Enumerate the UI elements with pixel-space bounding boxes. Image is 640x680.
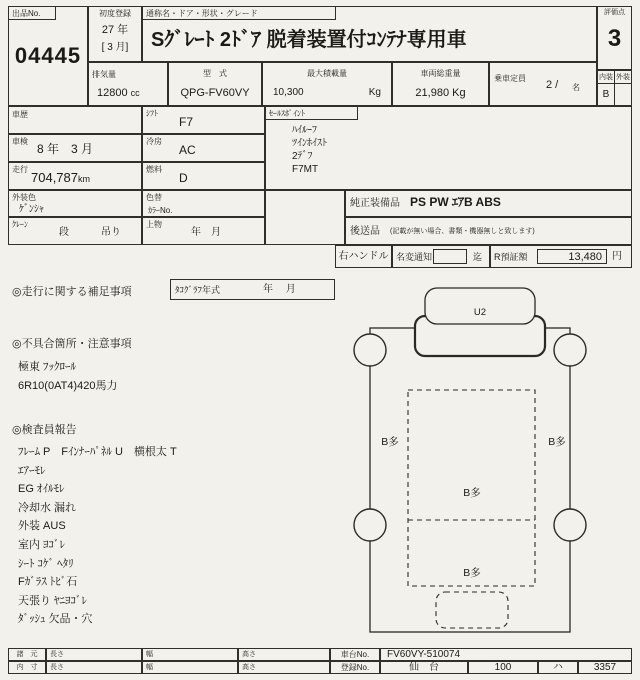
damage-mark-bottom: B多 (463, 567, 481, 579)
exterior-color-cell (8, 190, 142, 217)
inspection-cell (8, 134, 142, 162)
history-label: 車歴 (12, 110, 28, 119)
color-change-cell (142, 190, 265, 217)
interior-exterior-values (598, 84, 631, 105)
sales-points-box (265, 106, 632, 190)
body-value: 年 月 (191, 227, 221, 238)
tacho-box (170, 279, 335, 300)
wheel-front-left (354, 334, 386, 366)
report-item: Fｶﾞﾗｽ ﾄﾋﾞ石 (18, 576, 78, 589)
handle-cell: 右ハンドル (335, 245, 392, 268)
length-label: 長さ (50, 664, 64, 671)
rear-dashed-outline (436, 592, 508, 628)
model-grade-box (142, 6, 597, 62)
damage-mark-center: B多 (463, 487, 481, 499)
model-code-value: QPG-FV60VY (180, 87, 250, 99)
deposit-unit: 円 (612, 251, 622, 262)
wheel-front-right (554, 334, 586, 366)
first-registration-box (88, 6, 142, 62)
ac-label: 冷房 (146, 137, 162, 146)
defect-item: 6R10(0AT4)420馬力 (18, 380, 118, 392)
capacity-cell (489, 62, 597, 106)
cab-roof (425, 288, 535, 324)
registration-number: 3357 (578, 661, 632, 674)
score-label: 評価点 (604, 9, 625, 16)
mileage-unit: km (78, 174, 90, 184)
name-change-date-box (433, 249, 467, 264)
defects-title: ◎不具合箇所・注意事項 (12, 338, 132, 350)
model-code-label: 型 式 (203, 69, 227, 78)
deposit-cell (490, 245, 632, 268)
max-load-unit: Kg (368, 87, 381, 98)
length-label: 長さ (50, 651, 64, 658)
after-shipment-label: 後送品 (350, 226, 380, 237)
name-change-label: 名変通知 (396, 252, 433, 262)
exhibit-no-value: 04445 (14, 43, 82, 68)
after-shipment-cell (345, 217, 632, 245)
tacho-value: 年 月 (263, 284, 296, 295)
crane-tsuri-label: 吊り (101, 227, 121, 238)
width-label: 幅 (146, 664, 153, 671)
dims-width-cell (142, 648, 238, 661)
model-grade-label: 通称名・ドア・形状・グレード (143, 7, 336, 20)
dims-row-label: 諸 元 (8, 648, 46, 661)
capacity-value: 2 / (546, 79, 559, 91)
chassis-number: FV60VY-510074 (387, 649, 461, 660)
displacement-cell (88, 62, 168, 106)
shift-value: F7 (179, 115, 194, 129)
model-grade-value: Sｸﾞﾚｰﾄ 2ﾄﾞｱ 脱着装置付ｺﾝﾃﾅ専用車 (151, 29, 467, 51)
mileage-value (31, 171, 90, 186)
wheel-rear-left (354, 509, 386, 541)
registration-label: 登録No. (330, 661, 380, 674)
report-item: 天張り ﾔﾆﾖｺﾞﾚ (18, 594, 88, 607)
first-registration-year: 27 年 (101, 24, 129, 36)
crane-cell (8, 217, 142, 245)
mileage-note-title: ◎走行に関する補足事項 (12, 286, 132, 298)
defects-list (18, 358, 117, 396)
capacity-label: 乗車定員 (494, 74, 526, 83)
damage-mark-right: B多 (548, 436, 566, 448)
max-load-label: 最大積載量 (307, 69, 347, 78)
name-change-suffix: 迄 (473, 252, 483, 262)
sales-points-list (292, 124, 327, 176)
report-item: ﾀﾞｯｼｭ 欠品・穴 (18, 613, 93, 626)
deposit-label: R預証額 (494, 252, 528, 262)
gross-weight-cell (392, 62, 489, 106)
vehicle-diagram (352, 270, 608, 648)
inner-length-cell (46, 661, 142, 674)
body-label: 上物 (146, 220, 162, 229)
exterior-label: 外装 (616, 73, 630, 81)
exterior-grade-value (615, 84, 631, 105)
registration-class: 100 (468, 661, 538, 674)
exterior-color-value: ｹﾞﾝｼｬ (19, 204, 44, 215)
report-item: 冷却水 漏れ (18, 501, 77, 514)
inner-width-cell (142, 661, 238, 674)
displacement-value (97, 87, 140, 100)
first-registration-month: [ 3 月] (101, 42, 129, 53)
damage-mark-left: B多 (381, 436, 399, 448)
defect-item: 極東 ﾌｯｸﾛｰﾙ (18, 361, 77, 373)
report-list (18, 443, 177, 629)
height-label: 高さ (242, 664, 256, 671)
chassis-value-cell (380, 648, 632, 661)
max-load-value: 10,300 (273, 87, 304, 98)
displacement-label: 排気量 (92, 70, 116, 79)
equipment-cell (345, 190, 632, 217)
name-change-cell (392, 245, 490, 268)
exterior-color-label: 外装色 (12, 193, 36, 202)
registration-area: 仙 台 (380, 661, 468, 674)
sales-point-item: F7MT (292, 164, 319, 175)
ac-cell (142, 134, 265, 162)
sales-point-item: 2ﾃﾞﾌ (292, 151, 313, 162)
crane-label: ｸﾚｰﾝ (12, 220, 28, 229)
width-label: 幅 (146, 651, 153, 658)
mileage-cell (8, 162, 142, 190)
max-load-cell (262, 62, 392, 106)
report-title: ◎検査員報告 (12, 424, 77, 436)
inner-height-cell (238, 661, 330, 674)
fuel-label: 燃料 (146, 165, 162, 174)
first-registration-label: 初度登録 (99, 9, 131, 18)
registration-kana: ハ (538, 661, 578, 674)
history-cell (8, 106, 142, 134)
report-item: EG ｵｲﾙﾓﾚ (18, 483, 65, 496)
model-code-cell (168, 62, 262, 106)
mileage-number: 704,787 (31, 170, 78, 185)
capacity-unit: 名 (572, 83, 580, 92)
sales-point-item: ﾂｲﾝﾎｲｽﾄ (292, 138, 327, 149)
body-date-cell (142, 217, 265, 245)
gross-weight-value: 21,980 Kg (415, 87, 466, 99)
wheel-rear-right (554, 509, 586, 541)
blank-cell (265, 190, 345, 245)
displacement-number: 12800 (97, 87, 128, 99)
mileage-label: 走行 (12, 165, 28, 174)
equipment-label: 純正装備品 (350, 198, 400, 209)
gross-weight-label: 車両総重量 (420, 69, 461, 78)
report-item: 室内 ﾖｺﾞﾚ (18, 538, 66, 551)
ac-value: AC (179, 143, 196, 157)
score-box (597, 6, 632, 70)
dims-length-cell (46, 648, 142, 661)
fuel-cell (142, 162, 265, 190)
report-item: ﾌﾚｰﾑ P Fｲﾝﾅｰﾊﾟﾈﾙ U 横根太 T (18, 446, 177, 458)
interior-exterior-header (598, 71, 631, 84)
color-change-label: 色替 (146, 193, 162, 202)
inspection-value: 8 年 3 月 (37, 142, 94, 156)
exhibit-no-box (8, 6, 88, 106)
tacho-label: ﾀｺｸﾞﾗﾌ年式 (175, 285, 221, 295)
interior-grade-value: B (598, 84, 615, 105)
inspection-label: 車検 (12, 137, 28, 146)
displacement-unit: cc (130, 88, 140, 98)
interior-label: 内装 (598, 71, 615, 83)
sales-points-label: ｾｰﾙｽﾎﾟｲﾝﾄ (266, 107, 358, 120)
fuel-value: D (179, 171, 188, 185)
height-label: 高さ (242, 651, 256, 658)
score-value: 3 (607, 25, 622, 52)
equipment-value: PS PW ｴｱB ABS (410, 195, 501, 209)
crane-dan-label: 段 (59, 227, 69, 238)
deposit-amount-box: 13,480 (537, 249, 607, 264)
report-item: ｴｱｰﾓﾚ (18, 464, 46, 477)
report-item: 外装 AUS (18, 520, 66, 533)
inner-row-label: 内 寸 (8, 661, 46, 674)
after-shipment-note: (記載が無い場合、書類・機器無しと致します) (390, 228, 535, 235)
interior-exterior-cell (597, 70, 632, 106)
exhibit-no-label: 出品No. (9, 7, 56, 20)
cab-mark: U2 (473, 307, 487, 318)
sales-point-item: ﾊｲﾙｰﾌ (292, 125, 317, 136)
chassis-label: 車台No. (330, 648, 380, 661)
dims-height-cell (238, 648, 330, 661)
shift-label: ｼﾌﾄ (146, 109, 158, 118)
color-no-label: ｶﾗｰNo. (148, 206, 173, 215)
report-item: ｼｰﾄ ｺｹﾞ ﾍﾀﾘ (18, 557, 74, 570)
shift-cell (142, 106, 265, 134)
